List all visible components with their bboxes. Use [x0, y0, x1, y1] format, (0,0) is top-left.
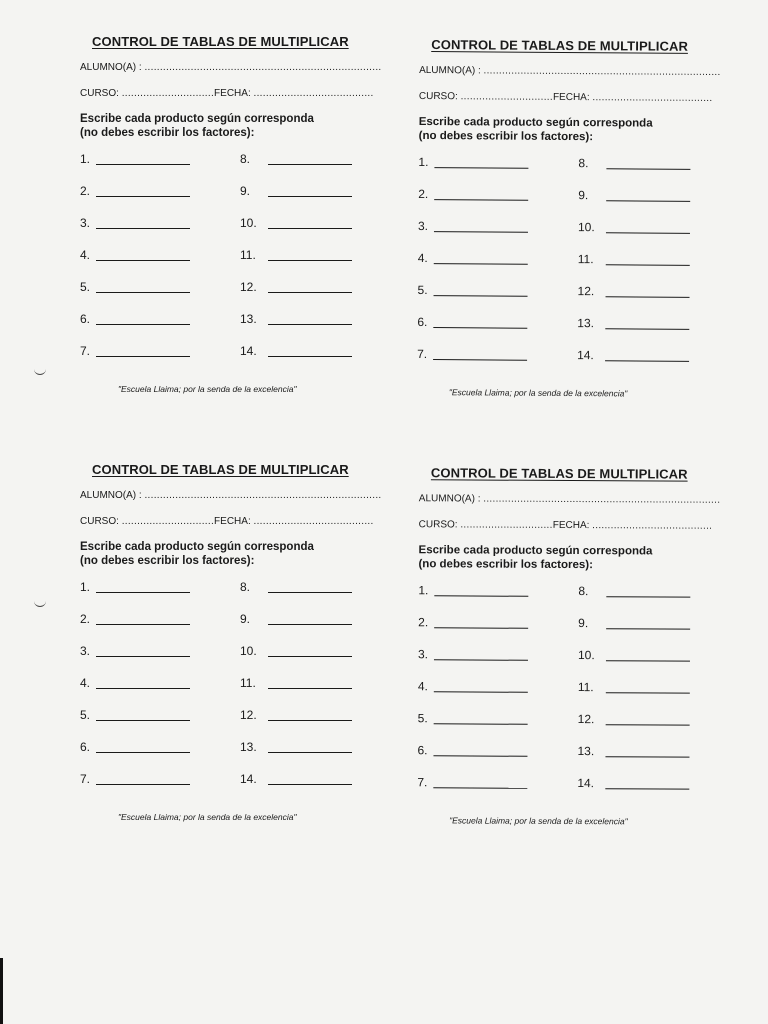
fecha-label: FECHA: [214, 88, 251, 99]
answer-number: 3. [417, 647, 429, 662]
answers-column-right [577, 156, 595, 380]
instruction-line-2: (no debes escribir los factores): [418, 558, 593, 572]
answer-line[interactable] [96, 228, 190, 229]
answer-number: 13. [577, 316, 595, 331]
answer-number: 2. [418, 615, 429, 630]
answer-line[interactable] [96, 164, 190, 165]
answer-line[interactable] [96, 260, 190, 261]
multiplication-control-card [80, 34, 380, 414]
answer-line[interactable] [606, 296, 690, 298]
answers-column-left [417, 583, 429, 807]
answer-line[interactable] [268, 656, 352, 657]
answer-number: 10. [577, 648, 595, 663]
answer-line[interactable] [96, 656, 190, 657]
answer-number: 10. [240, 644, 257, 658]
answer-line[interactable] [268, 624, 352, 625]
answer-line[interactable] [434, 723, 528, 724]
answer-line[interactable] [268, 228, 352, 229]
answer-number: 2. [80, 612, 91, 626]
answer-number: 1. [80, 580, 91, 594]
answer-number: 3. [80, 216, 91, 230]
card-title: CONTROL DE TABLAS DE MULTIPLICAR [431, 37, 689, 54]
multiplication-control-card [80, 462, 380, 842]
school-motto: "Escuela Llaima; por la senda de la excelencia" [118, 812, 297, 822]
fecha-label: FECHA: [552, 91, 590, 104]
curso-fecha-row [80, 516, 374, 527]
card-title: CONTROL DE TABLAS DE MULTIPLICAR [430, 465, 688, 482]
answer-line[interactable] [605, 756, 689, 757]
answer-number: 11. [577, 680, 594, 695]
curso-label: CURSO: [80, 516, 119, 527]
answer-line[interactable] [96, 784, 190, 785]
answer-line[interactable] [96, 324, 190, 325]
answer-number: 6. [80, 312, 91, 326]
school-motto: "Escuela Llaima; por la senda de la excelencia" [449, 815, 628, 827]
answer-number: 13. [577, 744, 595, 759]
answer-number: 5. [417, 711, 428, 726]
answer-line[interactable] [268, 592, 352, 593]
fecha-dotted-line[interactable]: ....................................... [253, 88, 374, 99]
instruction-line-2: (no debes escribir los factores): [418, 129, 594, 144]
answer-line[interactable] [96, 624, 190, 625]
alumno-field[interactable] [80, 62, 381, 73]
answers-column-right [577, 584, 595, 808]
answer-number: 8. [578, 584, 589, 599]
instructions [418, 543, 652, 572]
answer-line[interactable] [606, 200, 690, 202]
curso-label: CURSO: [418, 519, 458, 531]
curso-fecha-row [80, 88, 374, 99]
answer-number: 8. [578, 156, 589, 171]
alumno-dotted-line: ............................................................................. [144, 62, 382, 73]
answer-line[interactable] [268, 784, 352, 785]
alumno-field[interactable] [419, 65, 721, 78]
school-motto: "Escuela Llaima; por la senda de la excelencia" [448, 387, 628, 399]
answer-line[interactable] [434, 263, 528, 265]
answer-number: 3. [80, 644, 91, 658]
instruction-line-1: Escribe cada producto según corresponda [418, 115, 653, 130]
answer-number: 11. [240, 676, 256, 690]
answer-line[interactable] [96, 592, 190, 593]
answer-number: 10. [240, 216, 257, 230]
answer-number: 13. [240, 312, 257, 326]
instruction-line-1: Escribe cada producto según corresponda [80, 541, 314, 553]
answers-column-left [417, 154, 429, 379]
answer-number: 11. [577, 252, 594, 267]
instructions [419, 115, 653, 145]
answer-number: 4. [80, 676, 91, 690]
alumno-dotted-line: ............................................................................. [483, 65, 721, 79]
answer-number: 6. [80, 740, 91, 754]
answer-number: 13. [240, 740, 257, 754]
answer-number: 14. [240, 772, 257, 786]
answer-number: 9. [578, 188, 589, 203]
answer-line[interactable] [268, 688, 352, 689]
answer-line[interactable] [434, 659, 528, 660]
answer-line[interactable] [434, 627, 528, 628]
curso-label: CURSO: [80, 88, 119, 99]
answer-number: 9. [240, 612, 251, 626]
answer-line[interactable] [96, 688, 190, 689]
alumno-field[interactable] [80, 490, 381, 501]
answer-line[interactable] [434, 691, 528, 692]
answer-number: 9. [578, 616, 589, 631]
instruction-line-2: (no debes escribir los factores): [80, 555, 255, 567]
instruction-line-2: (no debes escribir los factores): [80, 127, 255, 139]
answer-line[interactable] [605, 788, 689, 789]
answer-line[interactable] [434, 167, 528, 169]
answer-number: 6. [417, 743, 428, 758]
answer-number: 14. [577, 776, 595, 791]
fecha-dotted-line[interactable]: ....................................... [253, 516, 374, 527]
curso-label: CURSO: [418, 90, 458, 103]
answer-line[interactable] [96, 356, 190, 357]
answer-line[interactable] [434, 231, 528, 233]
card-title: CONTROL DE TABLAS DE MULTIPLICAR [92, 462, 349, 477]
answer-number: 7. [80, 772, 91, 786]
curso-dotted-line[interactable]: .............................. [121, 88, 215, 99]
answer-number: 4. [417, 679, 428, 694]
answer-line[interactable] [268, 324, 352, 325]
answer-number: 12. [577, 284, 595, 299]
answer-line[interactable] [433, 755, 527, 756]
fecha-dotted-line[interactable]: ....................................... [592, 92, 713, 105]
answer-number: 5. [417, 282, 428, 298]
instructions [80, 112, 314, 140]
alumno-label: ALUMNO(A) : [80, 62, 142, 73]
curso-dotted-line[interactable]: .............................. [121, 516, 215, 527]
answer-number: 7. [80, 344, 91, 358]
answer-number: 5. [80, 280, 91, 294]
answer-line[interactable] [606, 596, 690, 597]
answer-line[interactable] [433, 359, 527, 361]
curso-dotted-line[interactable]: .............................. [460, 91, 553, 103]
answer-line[interactable] [96, 752, 190, 753]
curso-dotted-line[interactable]: .............................. [460, 519, 553, 531]
answer-number: 1. [418, 583, 429, 598]
alumno-dotted-line: ............................................................................. [144, 490, 382, 501]
answer-number: 6. [417, 314, 428, 330]
answer-number: 4. [417, 250, 428, 266]
card-title: CONTROL DE TABLAS DE MULTIPLICAR [92, 34, 349, 49]
answer-line[interactable] [96, 292, 190, 293]
alumno-dotted-line: ............................................................................. [483, 493, 721, 506]
answer-number: 5. [80, 708, 91, 722]
answer-number: 14. [577, 348, 594, 363]
answer-line[interactable] [96, 196, 190, 197]
alumno-label: ALUMNO(A) : [419, 64, 481, 77]
answer-number: 7. [417, 346, 428, 362]
answer-line[interactable] [433, 327, 527, 329]
instructions [80, 540, 314, 568]
answer-number: 11. [240, 248, 256, 262]
answer-line[interactable] [606, 724, 690, 725]
answer-line[interactable] [606, 628, 690, 629]
answer-line[interactable] [434, 199, 528, 201]
answer-line[interactable] [268, 292, 352, 293]
curso-fecha-row [419, 519, 713, 532]
answer-number: 10. [577, 220, 595, 235]
answer-line[interactable] [433, 787, 527, 788]
answer-number: 14. [240, 344, 257, 358]
alumno-label: ALUMNO(A) : [418, 493, 481, 505]
answer-line[interactable] [606, 168, 690, 170]
answer-number: 3. [417, 218, 429, 234]
curso-fecha-row [419, 91, 713, 104]
answer-line[interactable] [606, 692, 690, 693]
scan-edge [0, 958, 3, 1024]
answer-line[interactable] [606, 264, 690, 266]
answer-number: 1. [418, 154, 429, 170]
answer-line[interactable] [605, 360, 689, 362]
answer-line[interactable] [96, 720, 190, 721]
answer-line[interactable] [268, 196, 352, 197]
answer-number: 2. [418, 186, 429, 202]
answer-number: 12. [240, 708, 257, 722]
fecha-label: FECHA: [552, 519, 590, 532]
answer-number: 7. [417, 775, 428, 790]
answer-line[interactable] [268, 752, 352, 753]
answer-number: 12. [240, 280, 257, 294]
multiplication-control-card [417, 465, 719, 847]
answer-line[interactable] [268, 720, 352, 721]
school-motto: "Escuela Llaima; por la senda de la excelencia" [118, 384, 297, 394]
answer-line[interactable] [434, 595, 528, 596]
fecha-label: FECHA: [214, 516, 251, 527]
answer-number: 9. [240, 184, 251, 198]
answer-line[interactable] [605, 328, 689, 330]
multiplication-control-card [417, 37, 720, 419]
answer-number: 8. [240, 580, 251, 594]
fecha-dotted-line[interactable]: ....................................... [592, 520, 713, 532]
answer-number: 2. [80, 184, 91, 198]
alumno-label: ALUMNO(A) : [80, 490, 142, 501]
instruction-line-1: Escribe cada producto según corresponda [418, 544, 653, 558]
answer-number: 12. [577, 712, 595, 727]
answer-line[interactable] [606, 660, 690, 661]
answer-line[interactable] [268, 164, 352, 165]
answer-number: 4. [80, 248, 91, 262]
answer-line[interactable] [268, 356, 352, 357]
answer-line[interactable] [606, 232, 690, 234]
answer-line[interactable] [268, 260, 352, 261]
instruction-line-1: Escribe cada producto según corresponda [80, 113, 314, 125]
answer-number: 8. [240, 152, 251, 166]
answer-line[interactable] [434, 295, 528, 297]
answer-number: 1. [80, 152, 91, 166]
alumno-field[interactable] [419, 493, 721, 506]
